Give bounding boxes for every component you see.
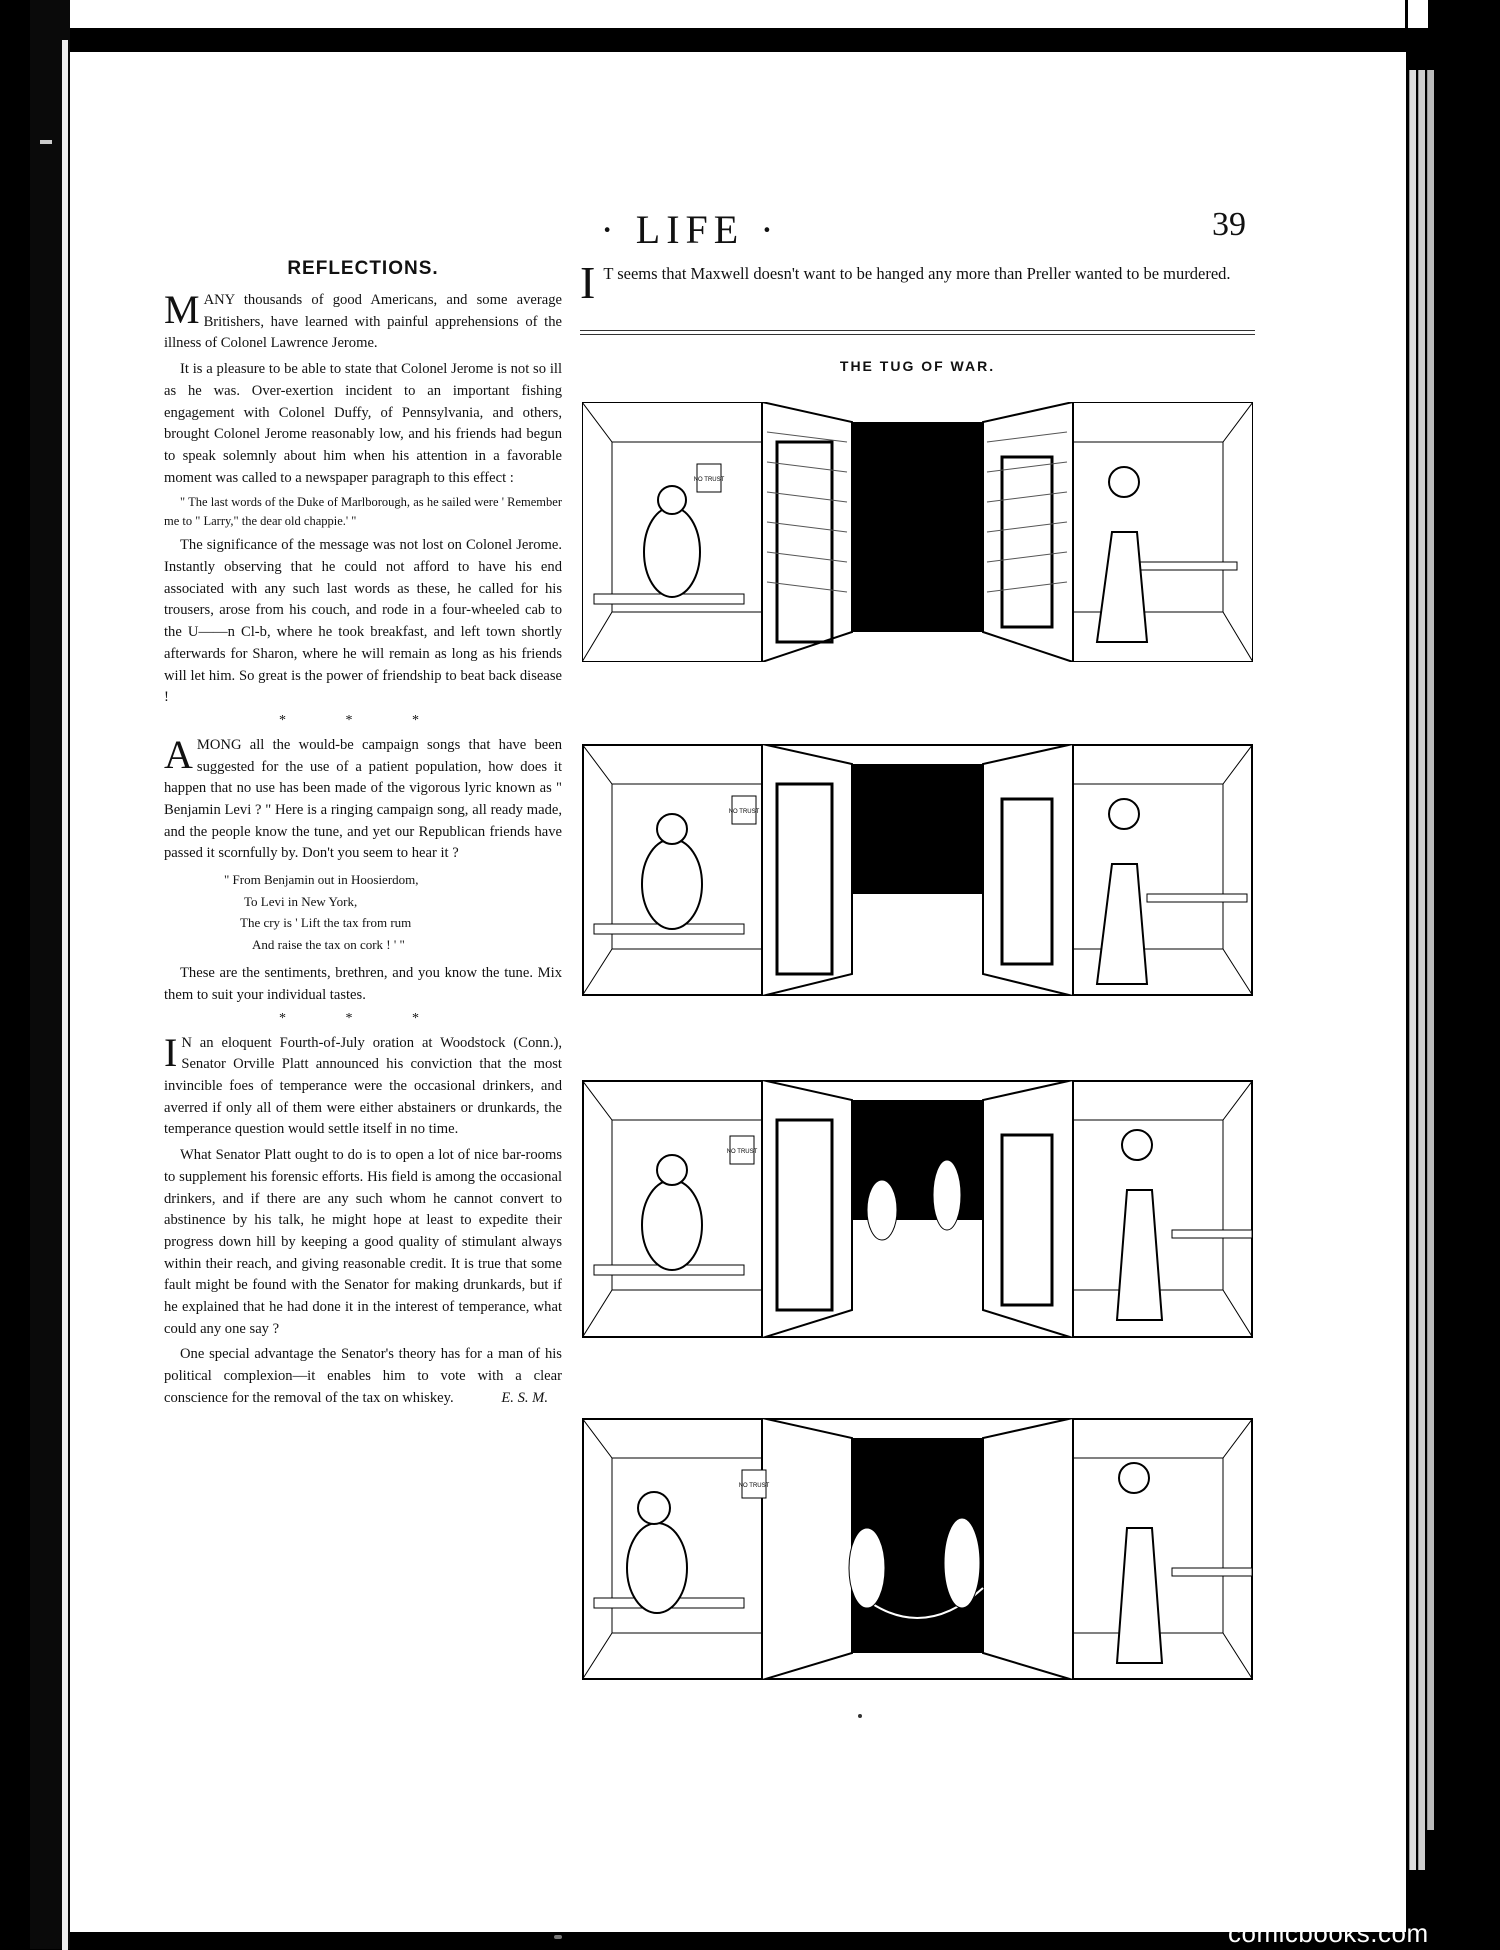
paragraph: The significance of the message was not lost on Colonel Jerome. Instantly observing that he could not afford to have his end associated with any such last words as these, he called for his trousers, arose from his couch, and rode in a four-wheeled cab to the U——n Cl-b, where he took breakfast, and left town shortly afterwards for Sharon, where he will remain as long as his friends will let him. So great is the power of friendship to beat back disease ! xyxy=(164,537,562,706)
no-trust-sign-text: NO TRUST xyxy=(726,1149,758,1155)
section-divider: * * * xyxy=(279,712,447,728)
binding-strip xyxy=(62,40,68,1950)
verse-line: To Levi in New York, xyxy=(244,893,358,909)
no-trust-sign-text: NO TRUST xyxy=(728,809,760,815)
paragraph xyxy=(164,287,562,355)
cartoon-drawing xyxy=(582,1418,1253,1680)
paragraph: These are the sentiments, brethren, and you know the tune. Mix them to suit your individual tastes. xyxy=(164,965,562,1003)
section-divider: * * * xyxy=(279,1010,447,1026)
paragraph-text: N an eloquent Fourth-of-July oration at Woodstock (Conn.), Senator Orville Platt announced his conviction that the most invincible foes of temperance were the occasional drinkers, and averred if only all of them were either abstainers or drunkards, the temperance question would settle itself in no time. xyxy=(164,1034,562,1138)
watermark: comicbooks.com xyxy=(1228,1918,1429,1948)
page-edge xyxy=(1418,70,1425,1870)
no-trust-sign-text: NO TRUST xyxy=(693,477,725,483)
cartoon-panel-2 xyxy=(582,744,1253,996)
page-number: 39 xyxy=(1212,206,1246,243)
verse-line: The cry is ' Lift the tax from rum xyxy=(240,915,412,931)
left-column xyxy=(164,258,562,1414)
previous-page-corner xyxy=(1405,0,1428,28)
cartoon-title: THE TUG OF WAR. xyxy=(839,358,996,374)
paragraph: It is a pleasure to be able to state that Colonel Jerome is not so ill as he was. Over-exertion incident to an important fishing engagement with Colonel Duffy, of Pennsylvania, and others, brought Colonel Jerome reasonably low, and his friends had begun to speak solemnly about him when his attention in a favorable moment was called to a newspaper paragraph to this effect : xyxy=(164,361,562,486)
cartoon-panel-4 xyxy=(582,1418,1253,1680)
drop-cap: I xyxy=(580,257,596,308)
quotation: " The last words of the Duke of Marlborough, as he sailed were ' Remember me to " Larry," the dear old chappie.' " xyxy=(164,495,562,529)
cartoon-drawing xyxy=(582,744,1253,996)
lead-paragraph xyxy=(580,257,1255,308)
paragraph-text: ANY thousands of good Americans, and some average Britishers, have learned with painful apprehensions of the illness of Colonel Lawrence Jerome. xyxy=(164,292,562,352)
verse-line: And raise the tax on cork ! ' " xyxy=(252,936,405,952)
paragraph xyxy=(164,1029,562,1142)
page-edge xyxy=(1427,70,1434,1830)
masthead: · LIFE · xyxy=(600,207,780,252)
verse xyxy=(164,869,562,955)
drop-cap: A xyxy=(164,731,193,777)
double-rule xyxy=(580,330,1255,335)
paragraph xyxy=(164,1344,562,1409)
right-column xyxy=(580,257,1255,308)
previous-page-edge xyxy=(70,0,1420,28)
cartoon-drawing xyxy=(582,1080,1253,1338)
signature: E. S. M. xyxy=(501,1389,548,1406)
paragraph: What Senator Platt ought to do is to open a lot of nice bar-rooms to supplement his forensic efforts. His field is among the occasional drinkers, and if there are any such whom he cannot convert to abstinence by his talk, he might hope at least to expedite their progress down hill by keeping a good quality of stimulant always within their reach, and giving reasonable credit. It is true that some fault might be found with the Senator for making drunkards, but if he explained that he had done it in the interest of temperance, what could any one say ? xyxy=(164,1147,562,1337)
paragraph-text: T seems that Maxwell doesn't want to be hanged any more than Preller wanted to be murdered. xyxy=(603,264,1231,283)
cartoon-panel-3 xyxy=(582,1080,1253,1338)
binding-edge xyxy=(30,0,70,1949)
no-trust-sign-text: NO TRUST xyxy=(738,1483,770,1489)
print-speck xyxy=(554,1935,562,1939)
paragraph-text: MONG all the would-be campaign songs that have been suggested for the use of a patient population, how does it happen that no use has been made of the vigorous lyric known as " Benjamin Levi ? " Here is a ringing campaign song, all ready made, and the people know the tune, and yet our Republican friends have passed it scornfully by. Don't you seem to hear it ? xyxy=(164,736,562,862)
page-edge xyxy=(1409,70,1416,1870)
drop-cap: M xyxy=(164,287,200,332)
paragraph-text: One special advantage the Senator's theory has for a man of his political complexion—it enables him to vote with a clear conscience for the removal of the tax on whiskey. xyxy=(164,1346,562,1406)
print-speck xyxy=(858,1714,862,1718)
binder-mark xyxy=(40,140,52,144)
cartoon-panel-1 xyxy=(582,402,1253,662)
cartoon-drawing xyxy=(582,402,1253,662)
drop-cap: I xyxy=(164,1029,178,1075)
verse-line: " From Benjamin out in Hoosierdom, xyxy=(224,872,419,888)
paragraph xyxy=(164,731,562,865)
article-heading: REFLECTIONS. xyxy=(287,258,439,279)
